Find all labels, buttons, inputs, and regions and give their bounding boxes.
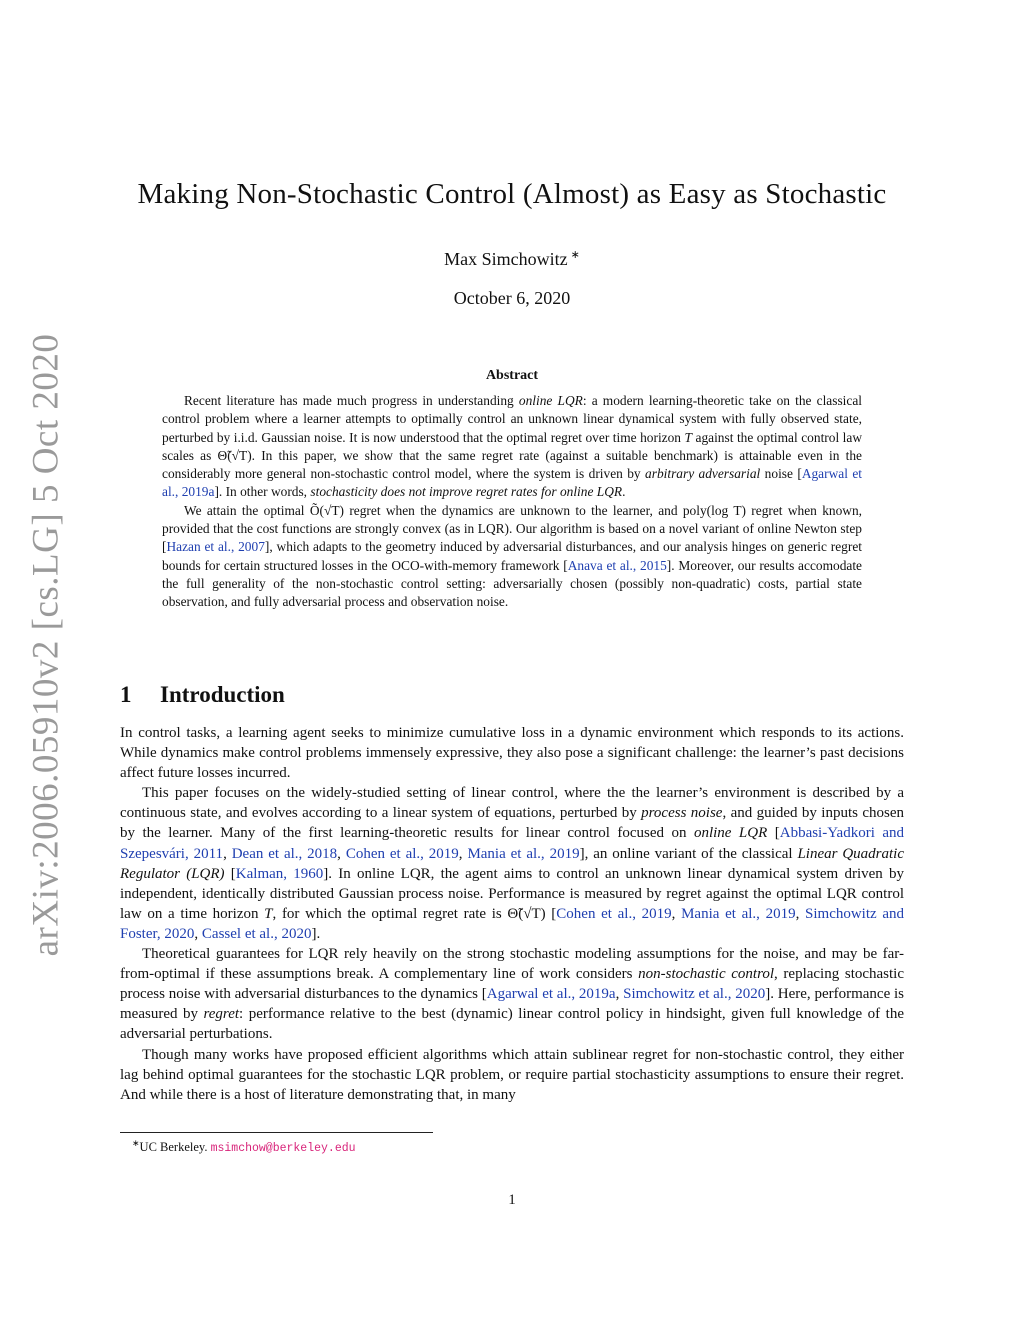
text-run: ]. [311,925,321,942]
text-run: ], which adapts to the geometry induced by adversarial disturbances, and our analysis hinges on generic regret bounds for certain structured losses in the OCO-with-memory framework [ [162,539,862,573]
text-run: against the optimal control law scales as Θ̃(√T). In this paper, we show that the same regret rate (against a suitable benchmark) is attainable even in the considerably more general non-stochastic control model, where the system is driven by [162,429,863,482]
text-run: We attain the optimal Õ(√T) regret when the dynamics are unknown to the learner, and poly(log T) regret when known, provided that the cost functions are strongly convex (as in LQR). Our algorithm is based on a novel variant of online Newton step [ [162,502,862,555]
emphasis: regret [203,1006,240,1023]
section-title: Introduction [160,682,285,707]
arxiv-identifier-sidebar [24,333,68,957]
emphasis: online LQR [518,393,583,408]
text-run: ]. In other words, [214,484,311,500]
abstract-heading: Abstract [485,368,539,383]
footnote-divider [120,1132,433,1133]
emphasis: online LQR [693,825,768,842]
abstract-body [162,392,862,612]
text-run: noise [ [760,466,802,482]
emphasis: non-stochastic control [638,966,775,983]
math-variable: T [684,429,692,445]
text-run: : a modern learning-theoretic take on the classical control problem where a learner attempts to optimally control an unknown linear dynamical system with fully observed state, perturbed by i.i.d. Gaussian noise. It is now understood that the optimal regret over time horizon [162,393,862,445]
citation-link[interactable]: Simchowitz and Foster, 2020 [120,905,905,942]
citation-link[interactable]: Agarwal et al., 2019a [486,986,616,1003]
text-run: , replacing stochastic process noise with adversarial disturbances to the dynamics [ [120,966,905,1003]
introduction-body [120,723,904,1105]
author-name: Max Simchowitz [444,249,568,269]
text-run: . [622,484,626,500]
abstract-paragraph-2 [162,502,862,612]
citation-link[interactable]: Hazan et al., 2007 [166,539,265,555]
paper-title: Making Non-Stochastic Control (Almost) as Easy as Stochastic [137,178,887,210]
citation-link[interactable]: Simchowitz et al., 2020 [623,986,766,1003]
intro-paragraph-3: Theoretical guarantees for LQR rely heavily on the strong stochastic modeling assumptions for the noise, and may be far-from-optimal if these assumptions break. A complementary line of work considers non-stochastic control, replacing stochastic process noise with adversarial disturbances to the dynamics [Agarwal et al., 2019a, Simchowitz et al., 2020]. Here, performance is measured by regret: performance relative to the best (dynamic) linear control policy in hindsight, given full knowledge of the adversarial perturbations. [120,946,905,1043]
emphasis: arbitrary adversarial [645,466,761,482]
text-run: : performance relative to the best (dynamic) linear control policy in hindsight, given full knowledge of the adversarial perturbations. [120,1006,904,1043]
author-line [0,248,1024,270]
section-heading-introduction [120,682,285,708]
intro-paragraph-2: This paper focuses on the widely-studied setting of linear control, where the the learner’s environment is described by a continuous state, and evolves according to a linear system of equations, perturbed by process noise, and guided by inputs chosen by the learner. Many of the first learning-theoretic results for linear control focused on online LQR [Abbasi-Yadkori and Szepesvári, 2011, Dean et al., 2018, Cohen et al., 2019, Mania et al., 2019], an online variant of the classical Linear Quadratic Regulator (LQR) [Kalman, 1960]. In online LQR, the agent aims to control an unknown linear dynamical system driven by independent, identically distributed Gaussian process noise. Performance is measured by regret against the optimal LQR control law on a time horizon T, for which the optimal regret rate is Θ̃(√T) [Cohen et al., 2019, Mania et al., 2019, Simchowitz and Foster, 2020, Cassel et al., 2020]. [120,785,905,942]
citation-link[interactable]: Abbasi-Yadkori and Szepesvári, 2011 [120,825,905,862]
page-number: 1 [508,1192,516,1208]
citation-link[interactable]: Cassel et al., 2020 [201,925,312,942]
citation-link[interactable]: Kalman, 1960 [235,865,324,882]
author-email-link[interactable]: msimchow@berkeley.edu [210,1142,356,1155]
text-run: ]. Here, performance is measured by [120,986,905,1023]
footnote-mark: ∗ [132,1138,140,1148]
citation-link[interactable]: Anava et al., 2015 [567,557,667,573]
text-run: ], an online variant of the classical [579,845,798,862]
emphasis: stochasticity does not improve regret rates for online LQR [310,484,623,500]
text-run: ]. In online LQR, the agent aims to control an unknown linear dynamical system driven by independent, identically distributed Gaussian process noise. Performance is measured by regret against the optimal LQR control law on a time horizon [120,865,904,922]
text-run: Recent literature has made much progress in understanding [184,393,519,408]
text-run: [ [767,825,780,842]
section-number: 1 [120,682,132,707]
emphasis: process noise [641,805,723,822]
intro-paragraph-4: Though many works have proposed efficient algorithms which attain sublinear regret for non-stochastic control, they either lag behind optimal guarantees for the stochastic LQR problem, or require partial stochasticity assumptions to ensure their regret. And while there is a host of literature demonstrating that, in many [120,1046,904,1103]
citation-link[interactable]: Mania et al., 2019 [467,845,580,862]
paper-date: October 6, 2020 [453,288,571,308]
citation-link[interactable]: Cohen et al., 2019 [345,845,459,862]
citation-link[interactable]: Agarwal et al., 2019a [162,466,862,500]
arxiv-id-text: arXiv:2006.05910v2 [cs.LG] 5 Oct 2020 [25,333,67,957]
text-run: [ [224,865,236,882]
text-run: , for which the optimal regret rate is Θ̃(√T) [ [272,905,557,922]
text-run: This paper focuses on the widely-studied setting of linear control, where the the learner’s environment is described by a continuous state, and evolves according to a linear system of equations, perturbed by [120,785,904,822]
abstract-paragraph-1 [162,392,862,502]
citation-link[interactable]: Mania et al., 2019 [681,905,796,922]
author-footnote-mark[interactable]: ∗ [570,249,580,261]
math-variable: T [264,905,273,922]
text-run: , and guided by inputs chosen by the learner. Many of the first learning-theoretic results for linear control focused on [120,805,904,842]
emphasis: Linear Quadratic Regulator (LQR) [120,845,905,882]
text-run: Theoretical guarantees for LQR rely heavily on the strong stochastic modeling assumptions for the noise, and may be far-from-optimal if these assumptions break. A complementary line of work considers [120,946,904,983]
footnote [132,1138,356,1155]
text-run: ]. Moreover, our results accomodate the full generality of the non-stochastic control setting: adversarially chosen (possibly non-quadratic) costs, partial state observation, and fully adversarial process and observation noise. [162,557,862,610]
intro-paragraph-1: In control tasks, a learning agent seeks to minimize cumulative loss in a dynamic environment which responds to its actions. While dynamics make control problems immensely expressive, they also pose a significant challenge: the learner’s past decisions affect future losses incurred. [120,725,904,782]
citation-link[interactable]: Dean et al., 2018 [231,845,338,862]
citation-link[interactable]: Cohen et al., 2019 [556,905,672,922]
footnote-text: UC Berkeley. [139,1140,211,1154]
